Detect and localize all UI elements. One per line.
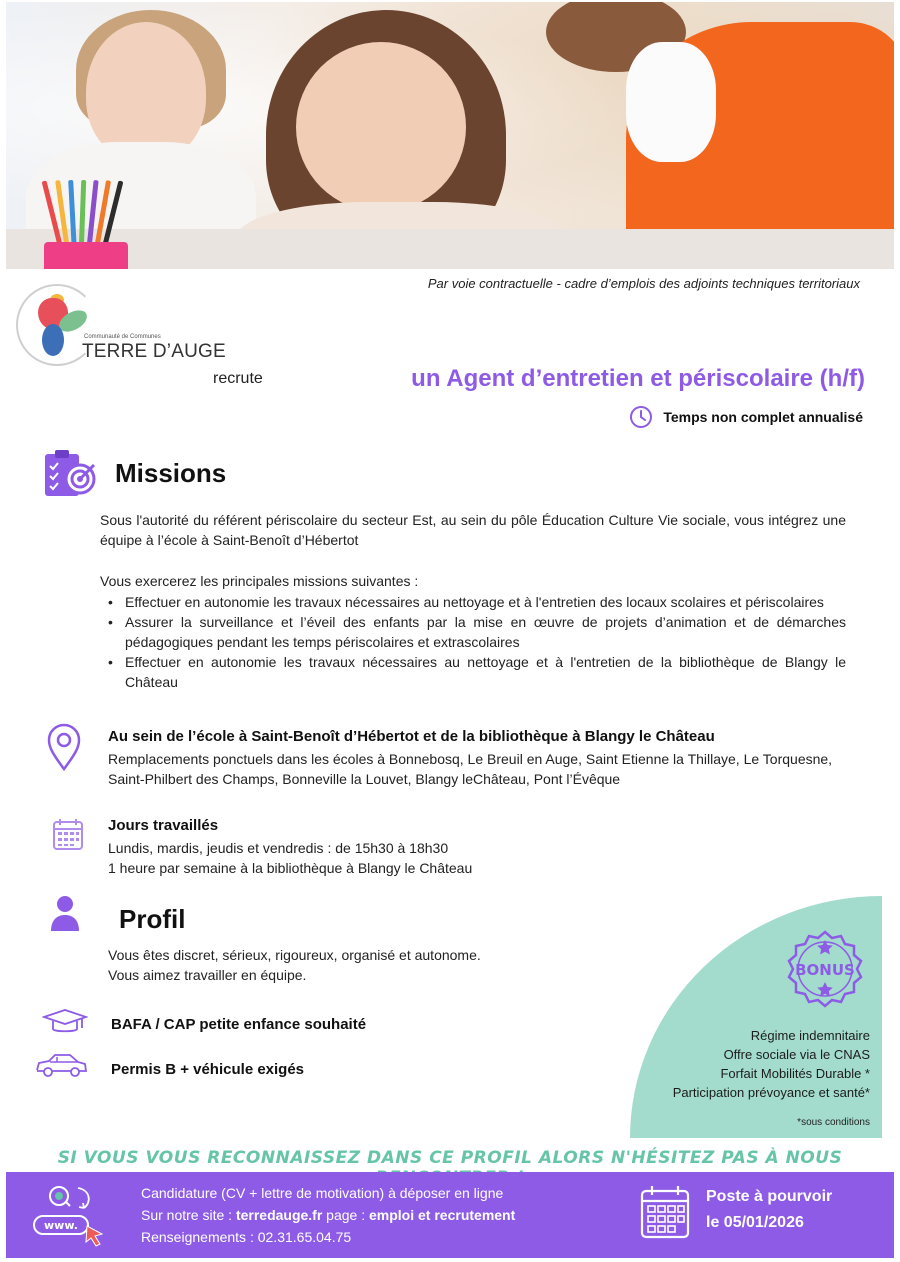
svg-text:www.: www. — [44, 1219, 78, 1232]
bonus-item: Participation prévoyance et santé* — [672, 1085, 870, 1100]
recruitment-page-link[interactable]: emploi et recrutement — [369, 1207, 516, 1223]
mission-item: • Effectuer en autonomie les travaux nécessaires au nettoyage et à l'entretien de la bibliothèque de Blangy le Château — [108, 652, 846, 692]
clock-icon — [629, 405, 653, 429]
footer-contact: Renseignements : 02.31.65.04.75 — [141, 1229, 352, 1245]
location-text: Remplacements ponctuels dans les écoles à Bonnebosq, Le Breuil en Auge, Saint Etienne la Thillaye, Le Torquesne, Saint-Philbert des Champs, Bonneville la Louvet, Blangy leChâteau, Pont l’Évêque — [108, 751, 833, 787]
location-title: Au sein de l’école à Saint-Benoît d’Hébertot et de la bibliothèque à Blangy le Château — [108, 728, 715, 745]
missions-intro: Sous l'autorité du référent périscolaire du secteur Est, au sein du pôle Éducation Culture Vie sociale, vous intégrez une équipe à l’école à Saint-Benoît d’Hébertot — [100, 512, 846, 548]
logo-name: TERRE D’AUGE — [82, 341, 226, 362]
bonus-badge — [786, 930, 864, 1008]
days-title: Jours travaillés — [108, 817, 219, 834]
web-search-icon — [32, 1184, 106, 1248]
bonus-list — [673, 1026, 870, 1102]
bonus-item: Offre sociale via le CNAS — [723, 1047, 870, 1062]
car-icon — [34, 1052, 88, 1080]
footer-line1: Candidature (CV + lettre de motivation) à déposer en ligne — [141, 1185, 504, 1201]
profil-heading: Profil — [119, 904, 186, 934]
person-icon — [50, 894, 80, 932]
mission-item: • Effectuer en autonomie les travaux nécessaires au nettoyage et à l'entretien des locaux scolaires et périscolaires — [108, 592, 846, 612]
call-to-action: SI VOUS VOUS RECONNAISSEZ DANS CE PROFIL ALORS N'HÉSITEZ PAS À NOUS — [57, 1148, 843, 1168]
calendar-icon — [52, 817, 84, 851]
footer-site-line — [141, 1204, 515, 1226]
job-title: un Agent d’entretien et périscolaire (h/f) — [411, 365, 865, 392]
clipboard-target-icon — [42, 446, 96, 500]
missions-heading: Missions — [115, 458, 227, 488]
position-deadline — [706, 1184, 832, 1236]
location-pin-icon — [46, 723, 82, 771]
graduation-cap-icon — [42, 1008, 88, 1036]
website-link[interactable]: terredauge.fr — [235, 1207, 323, 1223]
footer-banner — [6, 1172, 894, 1258]
missions-list — [108, 592, 846, 692]
days-line1: Lundis, mardis, jeudis et vendredis : de 15h30 à 18h30 — [108, 840, 449, 856]
footer-application-info — [141, 1182, 515, 1248]
footer-page-prefix: page : — [322, 1207, 369, 1223]
mission-item: • Assurer la surveillance et l’éveil des enfants par la mise en œuvre de projets d’animation et de démarches pédagogiques pendant les temps périscolaires et extrascolaires — [108, 612, 846, 652]
recruitment-subtitle: Par voie contractuelle - cadre d’emplois des adjoints techniques territoriaux — [427, 276, 860, 291]
profil-line2: Vous aimez travailler en équipe. — [108, 967, 307, 983]
diploma-text: BAFA / CAP petite enfance souhaité — [111, 1016, 367, 1033]
bonus-item: Régime indemnitaire — [750, 1028, 870, 1043]
footer-site-prefix: Sur notre site : — [141, 1207, 236, 1223]
bonus-item: Forfait Mobilités Durable * — [720, 1066, 870, 1081]
calendar-icon — [640, 1184, 690, 1240]
bonus-badge-label: BONUS — [795, 961, 855, 979]
deadline-line2: le 05/01/2026 — [706, 1214, 804, 1231]
missions-lead: Vous exercerez les principales missions suivantes : — [100, 573, 419, 589]
terre-dauge-logo — [16, 284, 226, 370]
hero-photo — [6, 2, 894, 269]
days-line2: 1 heure par semaine à la bibliothèque à Blangy le Château — [108, 860, 473, 876]
profil-line1: Vous êtes discret, sérieux, rigoureux, organisé et autonome. — [108, 947, 481, 963]
license-text: Permis B + véhicule exigés — [111, 1061, 305, 1078]
recrute-label: recrute — [213, 370, 263, 387]
deadline-line1: Poste à pourvoir — [706, 1188, 833, 1205]
working-time-label: Temps non complet annualisé — [663, 409, 863, 425]
working-time — [629, 405, 863, 429]
logo-small-text: Communauté de Communes — [84, 334, 161, 340]
bonus-note: *sous conditions — [797, 1117, 870, 1128]
